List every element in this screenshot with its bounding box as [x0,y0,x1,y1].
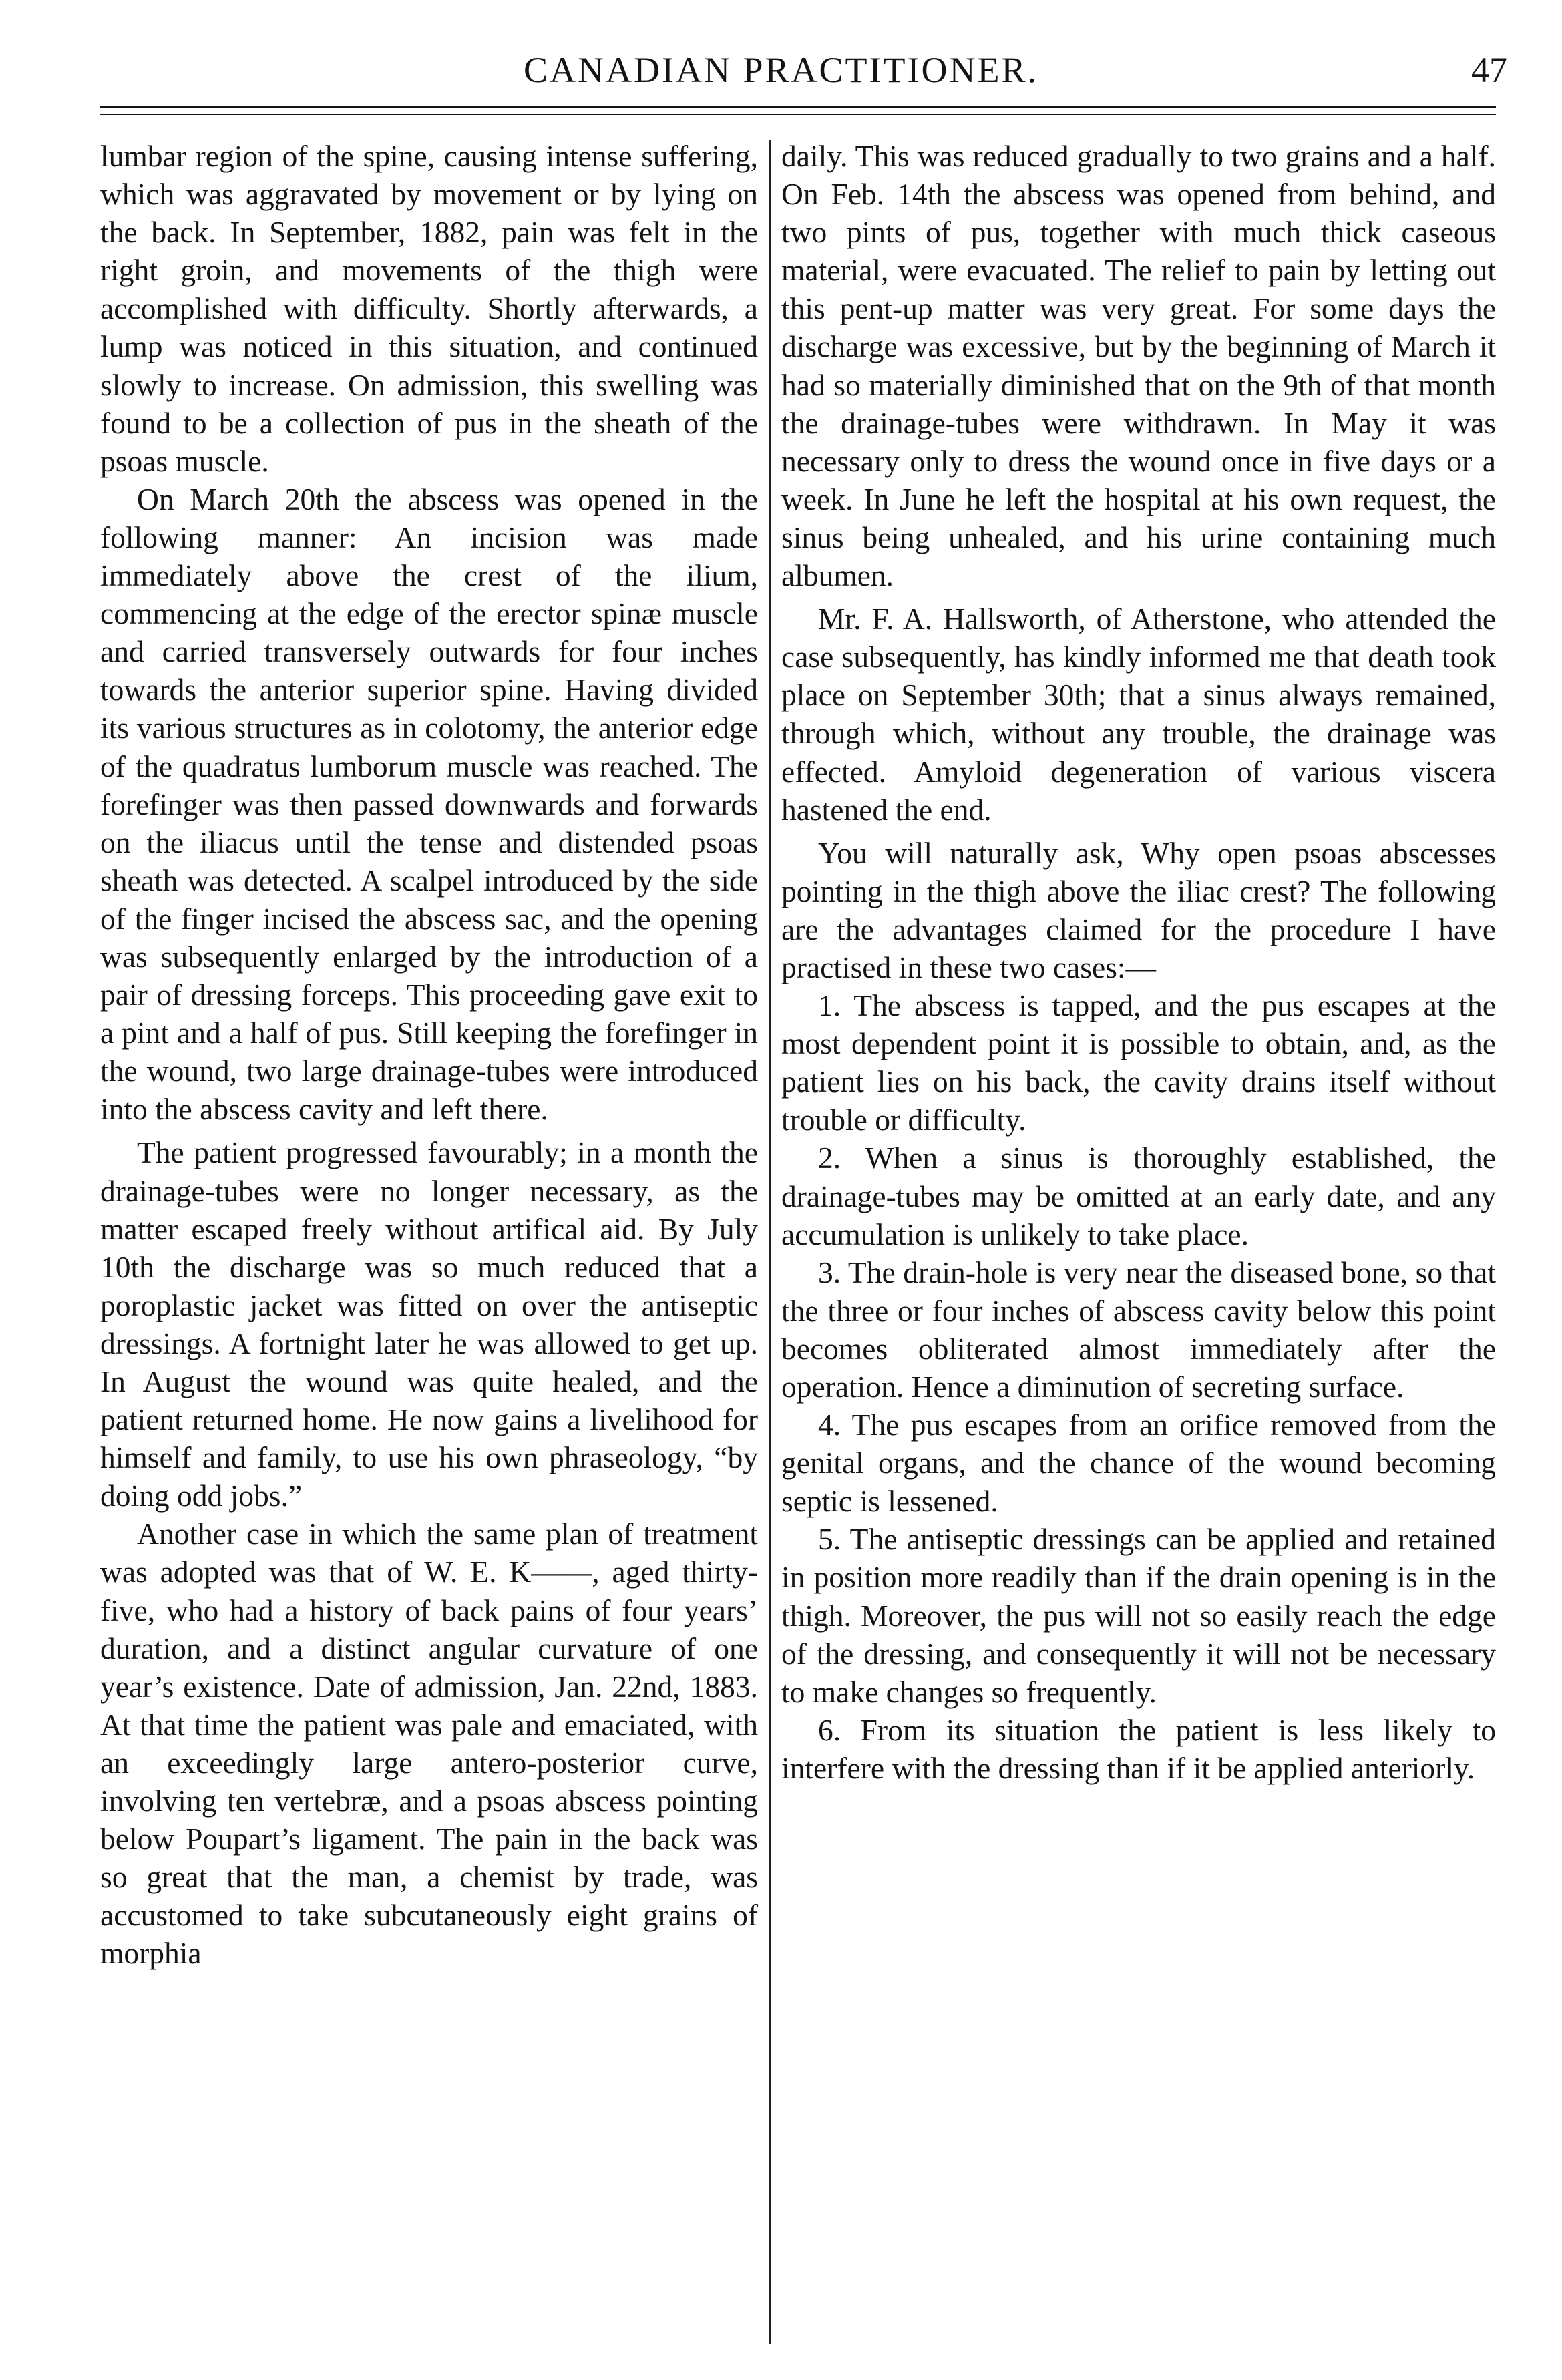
column-divider [769,140,771,2344]
list-item: 3. The drain-hole is very near the diseased bone, so that the three or four inches of abscess cavity below this point becomes obliterated almost immediately after the operation. Hence a diminution of secreting surface. [781,1255,1496,1404]
paragraph: The patient progressed favourably; in a month the drainage-tubes were no longer necessary, as the matter escaped freely without artifical aid. By July 10th the discharge was so much reduced that a poroplastic jacket was fitted on over the antiseptic dressings. A fortnight later he was allowed to get up. In August the wound was quite healed, and the patient returned home. He now gains a livelihood for himself and family, to use his own phraseology, “by doing odd jobs.” [100,1135,758,1513]
paragraph: daily. This was reduced gradually to two grains and a half. On Feb. 14th the abscess was opened from behind, and two pints of pus, together with much thick caseous material, were evacuated. The relief to pain by letting out this pent-up matter was very great. For some days the discharge was excessive, but by the beginning of March it had so materially diminished that on the 9th of that month the drainage-tubes were withdrawn. In May it was necessary only to dress the wound once in five days or a week. In June he left the hospital at his own request, the sinus being unhealed, and his urine containing much albumen. [781,139,1496,593]
list-item: 5. The antiseptic dressings can be applied and retained in position more readily than if the drain opening is in the thigh. Moreover, the pus will not so easily reach the edge of the dressing, and consequently it will not be necessary to make changes so frequently. [781,1522,1496,1709]
list-item: 6. From its situation the patient is less likely to interfere with the dressing than if it be applied anteriorly. [781,1712,1496,1785]
left-column [100,137,758,1973]
paragraph: Another case in which the same plan of treatment was adopted was that of W. E. K——, aged thirty-five, who had a history of back pains of four years’ duration, and a distinct angular curvature of one year’s existence. Date of admission, Jan. 22nd, 1883. At that time the patient was pale and emaciated, with an exceedingly large antero-posterior curve, involving ten vertebræ, and a psoas abscess pointing below Poupart’s ligament. The pain in the back was so great that the man, a chemist by trade, was accustomed to take subcutaneously eight grains of morphia [100,1517,758,1971]
header-rule [100,106,1496,108]
page-number: 47 [1471,50,1507,90]
running-title: CANADIAN PRACTITIONER. [524,50,1038,90]
paragraph: Mr. F. A. Hallsworth, of Atherstone, who attended the case subsequently, has kindly informed me that death took place on September 30th; that a sinus always remained, through which, without any trouble, the drainage was effected. Amyloid degeneration of various viscera hastened the end. [781,602,1496,827]
list-item: 2. When a sinus is thoroughly established, the drainage-tubes may be omitted at an early date, and any accumulation is unlikely to take place. [781,1141,1496,1251]
list-item: 1. The abscess is tapped, and the pus escapes at the most dependent point it is possible to obtain, and, as the patient lies on his back, the cavity drains itself without trouble or difficulty. [781,988,1496,1137]
list-item: 4. The pus escapes from an orifice removed from the genital organs, and the chance of the wound becoming septic is lessened. [781,1408,1496,1519]
header-rule-thin [100,114,1496,115]
running-head [0,41,1562,95]
paragraph: lumbar region of the spine, causing intense suffering, which was aggravated by movement or by lying on the back. In September, 1882, pain was felt in the right groin, and movements of the thigh were accomplished with difficulty. Shortly afterwards, a lump was noticed in this situation, and continued slowly to increase. On admission, this swelling was found to be a collection of pus in the sheath of the psoas muscle. [100,139,758,478]
right-column [781,137,1496,1787]
paragraph: On March 20th the abscess was opened in the following manner: An incision was made immediately above the crest of the ilium, commencing at the edge of the erector spinæ muscle and carried transversely outwards for four inches towards the anterior superior spine. Having divided its various structures as in colotomy, the anterior edge of the quadratus lumborum muscle was reached. The forefinger was then passed downwards and forwards on the iliacus until the tense and distended psoas sheath was detected. A scalpel introduced by the side of the finger incised the abscess sac, and the opening was subsequently enlarged by the introduction of a pair of dressing forceps. This proceeding gave exit to a pint and a half of pus. Still keeping the forefinger in the wound, two large drainage-tubes were introduced into the abscess cavity and left there. [100,481,758,1127]
paragraph: You will naturally ask, Why open psoas abscesses pointing in the thigh above the iliac crest? The following are the advantages claimed for the procedure I have practised in these two cases:— [781,835,1496,984]
